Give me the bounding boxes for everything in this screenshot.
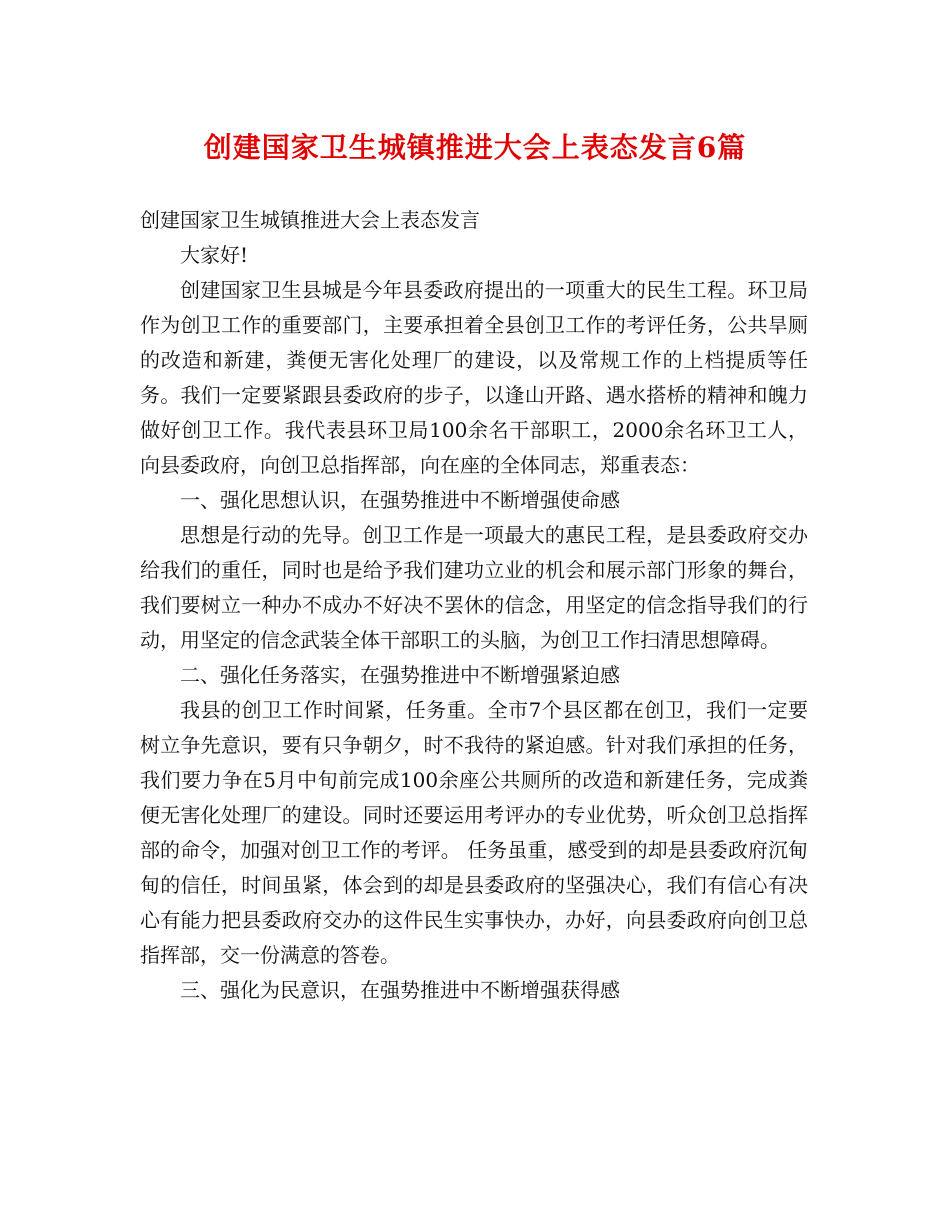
document-subtitle: 创建国家卫生城镇推进大会上表态发言 xyxy=(140,208,480,232)
section-heading-3: 三、强化为民意识，在强势推进中不断增强获得感 xyxy=(180,978,620,1002)
paragraph-intro: 创建国家卫生县城是今年县委政府提出的一项重大的民生工程。环卫局作为创卫工作的重要部门，主要承担着全县创卫工作的考评任务，公共旱厕的改造和新建，粪便无害化处理厂的建设，以及常规工作的上档提质等任务。我们一定要紧跟县委政府的步子，以逢山开路、遇水搭桥的精神和魄力做好创卫工作。我代表县环卫局100余名干部职工，2000余名环卫工人，向县委政府，向创卫总指挥部，向在座的全体同志，郑重表态： xyxy=(140,278,808,477)
paragraph-section-2: 我县的创卫工作时间紧，任务重。全市7个县区都在创卫，我们一定要树立争先意识，要有只争朝夕，时不我待的紧迫感。针对我们承担的任务，我们要力争在5月中旬前完成100余座公共厕所的改造和新建任务，完成粪便无害化处理厂的建设。同时还要运用考评办的专业优势，听众创卫总指挥部的命令，加强对创卫工作的考评。 任务虽重，感受到的却是县委政府沉甸甸的信任，时间虽紧，体会到的却是县委政府的坚强决心，我们有信心有决心有能力把县委政府交办的这件民生实事快办，办好，向县委政府向创卫总指挥部，交一份满意的答卷。 xyxy=(140,698,808,967)
paragraph-section-1: 思想是行动的先导。创卫工作是一项最大的惠民工程，是县委政府交办给我们的重任，同时也是给予我们建功立业的机会和展示部门形象的舞台，我们要树立一种办不成办不好决不罢休的信念，用坚定的信念指导我们的行动，用坚定的信念武装全体干部职工的头脑，为创卫工作扫清思想障碍。 xyxy=(140,523,808,652)
section-heading-2: 二、强化任务落实，在强势推进中不断增强紧迫感 xyxy=(180,663,620,687)
section-heading-1: 一、强化思想认识，在强势推进中不断增强使命感 xyxy=(180,488,620,512)
document-title: 创建国家卫生城镇推进大会上表态发言6篇 xyxy=(203,131,747,164)
document-body xyxy=(140,203,808,1008)
greeting-text: 大家好! xyxy=(180,243,249,267)
